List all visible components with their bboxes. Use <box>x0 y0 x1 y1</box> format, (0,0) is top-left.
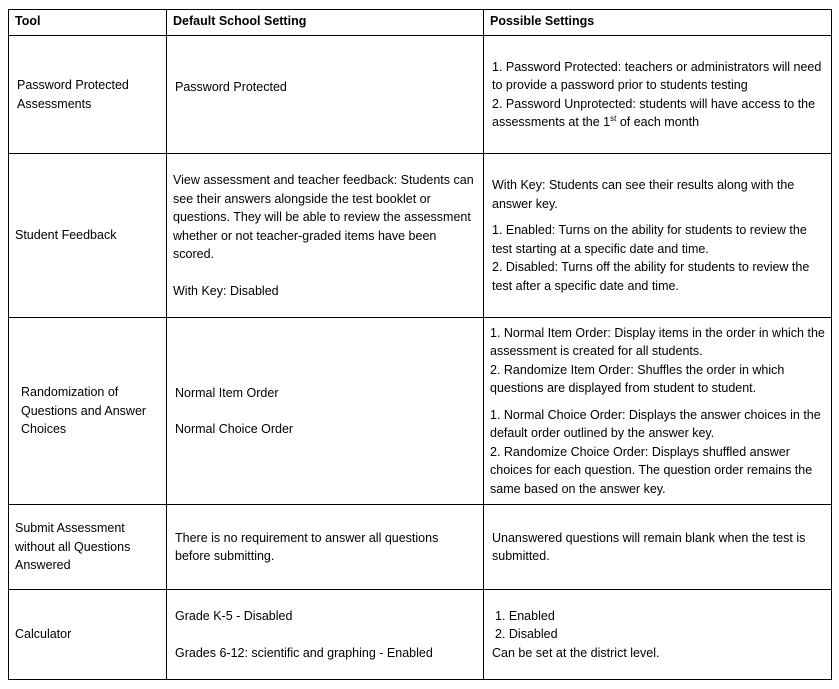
default-text: Normal Item Order <box>175 385 279 400</box>
tool-cell: Student Feedback <box>9 154 167 318</box>
possible-text: Can be set at the district level. <box>492 645 660 660</box>
superscript: st <box>610 113 617 123</box>
settings-table <box>8 9 832 680</box>
tool-text: Randomization of Questions and Answer Choices <box>21 385 147 437</box>
possible-text <box>492 95 825 132</box>
possible-text-part: of each month <box>616 115 700 129</box>
header-tool: Tool <box>9 10 167 36</box>
possible-cell <box>484 318 832 505</box>
default-cell <box>167 36 484 154</box>
possible-text: 2. Disabled <box>495 627 558 642</box>
table-row <box>9 590 832 680</box>
possible-text: With Key: Students can see their results along with the answer key. <box>492 178 795 211</box>
default-cell <box>167 154 484 318</box>
possible-text: Unanswered questions will remain blank when the test is submitted. <box>492 530 806 563</box>
table-row <box>9 36 832 154</box>
header-possible-settings: Possible Settings <box>484 10 832 36</box>
default-text: View assessment and teacher feedback: Students can see their answers alongside the test booklet or questions. They will be able to review the assessment whether or not teacher-graded items have been scored. <box>173 173 474 261</box>
possible-text: 2. Disabled: Turns off the ability for students to review the test after a specific date and time. <box>492 260 810 293</box>
tool-cell <box>9 318 167 505</box>
header-default-setting: Default School Setting <box>167 10 484 36</box>
default-cell <box>167 505 484 590</box>
default-text: Grades 6-12: scientific and graphing - Enabled <box>175 645 433 660</box>
possible-text: 1. Normal Choice Order: Displays the answer choices in the default order outlined by the answer key. <box>490 407 821 441</box>
possible-text-part: 2. Password Unprotected: students will have access to the assessments at the 1 <box>492 96 816 129</box>
table-row <box>9 505 832 590</box>
default-text: There is no requirement to answer all questions before submitting. <box>175 530 439 563</box>
tool-cell: Calculator <box>9 590 167 680</box>
tool-cell: Submit Assessment without all Questions Answered <box>9 505 167 590</box>
possible-cell <box>484 36 832 154</box>
possible-text: 1. Enabled <box>495 608 555 623</box>
possible-text: 1. Password Protected: teachers or administrators will need to provide a password prior to students testing <box>492 59 822 92</box>
default-cell <box>167 318 484 505</box>
possible-cell <box>484 590 832 680</box>
possible-text: 1. Enabled: Turns on the ability for students to review the test starting at a specific date and time. <box>492 223 807 256</box>
tool-cell: Password Protected Assessments <box>9 36 167 154</box>
default-text: Password Protected <box>175 79 287 94</box>
table-row <box>9 154 832 318</box>
possible-text: 2. Randomize Choice Order: Displays shuffled answer choices for each question. The question order remains the same based on the answer key. <box>490 444 813 496</box>
table-row <box>9 318 832 505</box>
default-text: Normal Choice Order <box>175 422 294 436</box>
possible-text: 1. Normal Item Order: Display items in the order in which the assessment is created for all students. <box>490 325 825 359</box>
possible-cell <box>484 505 832 590</box>
possible-text: 2. Randomize Item Order: Shuffles the order in which questions are displayed from student to student. <box>490 362 785 396</box>
header-row <box>9 10 832 36</box>
possible-cell <box>484 154 832 318</box>
default-text: Grade K-5 - Disabled <box>175 609 293 623</box>
default-text: With Key: Disabled <box>173 283 279 298</box>
default-cell <box>167 590 484 680</box>
